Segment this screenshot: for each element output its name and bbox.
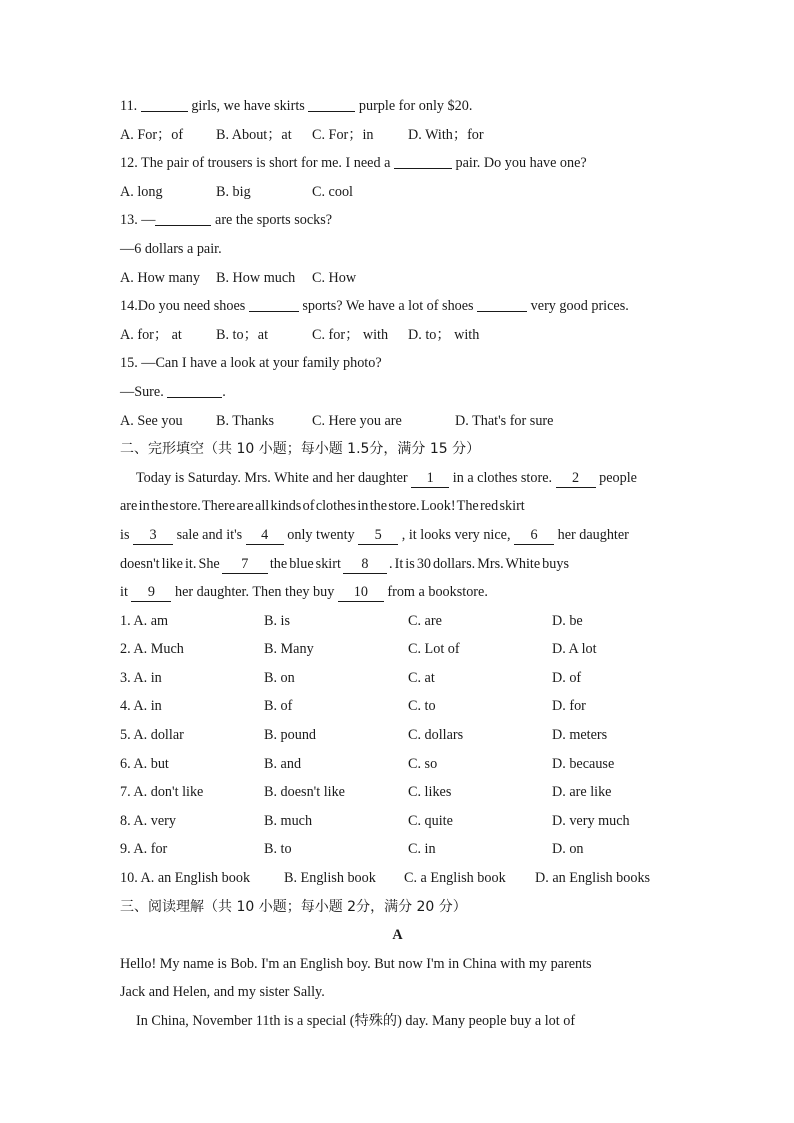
cloze-blank-6[interactable]: 6 [514,527,554,545]
answer-blank[interactable] [155,210,211,226]
option-a[interactable]: 6. A. but [120,755,169,772]
option-b[interactable]: B. and [264,755,302,772]
worksheet-page [120,92,675,1036]
answer-blank[interactable] [249,296,299,312]
choice-row-6 [120,750,675,779]
question-11-options [120,121,675,150]
cloze-text: is [120,526,134,543]
option-c[interactable]: C. a English book [404,870,506,887]
option-a[interactable]: 7. A. don't like [120,784,204,801]
cloze-blank-4[interactable]: 4 [246,527,284,545]
cloze-line-1 [120,464,675,493]
option-c[interactable]: C. in [408,841,436,858]
question-14 [120,292,675,321]
option-b[interactable]: B. to；at [216,326,269,343]
passage-line: Jack and Helen, and my sister Sally. [120,984,325,1001]
cloze-blank-5[interactable]: 5 [358,527,398,545]
question-text: pair. Do you have one? [451,155,587,172]
passage-line: In China, November 11th is a special (特殊的) day. Many people buy a lot of [136,1013,576,1029]
question-15-options [120,407,675,436]
choice-row-8 [120,807,675,836]
cloze-text: doesn't like it. She [120,555,222,572]
choice-row-7 [120,778,675,807]
question-text: girls, we have skirts [187,98,309,114]
option-b[interactable]: B. of [264,698,293,715]
option-a[interactable]: 8. A. very [120,812,176,829]
section-heading: 二、完形填空（共 10 小题；每小题 1.5分，满分 15 分） [120,441,481,458]
question-13 [120,206,675,235]
answer-blank[interactable] [308,96,355,112]
cloze-blank-9[interactable]: 9 [131,584,171,602]
passage-line: Hello! My name is Bob. I'm an English boy. But now I'm in China with my parents [120,955,592,972]
option-d[interactable]: D. That's for sure [455,412,554,429]
question-text: 11. [120,98,141,114]
option-d[interactable]: D. an English books [535,870,651,887]
answer-blank[interactable] [167,382,222,398]
question-text: 12. The pair of trousers is short for me. I need a [120,155,394,172]
question-13-options [120,264,675,293]
cloze-text: it [120,584,132,601]
answer-blank[interactable] [477,296,527,312]
option-a[interactable]: 4. A. in [120,698,162,715]
question-13-answer [120,235,675,264]
choice-row-10 [120,864,675,893]
cloze-blank-3[interactable]: 3 [133,527,173,545]
option-c[interactable]: C. are [408,612,442,629]
option-c[interactable]: C. quite [408,812,453,829]
option-b[interactable]: B. English book [284,870,376,887]
option-d[interactable]: D. to； with [408,326,480,343]
option-b[interactable]: B. big [216,183,251,200]
option-c[interactable]: C. for； with [312,326,389,343]
option-a[interactable]: A. For；of [120,126,184,143]
option-d[interactable]: D. of [552,669,582,686]
option-d[interactable]: D. A lot [552,641,597,658]
option-b[interactable]: B. How much [216,269,296,286]
option-a[interactable]: A. for； at [120,326,182,343]
cloze-text: people [595,469,637,486]
answer-blank[interactable] [394,153,452,169]
cloze-blank-1[interactable]: 1 [411,470,449,488]
option-d[interactable]: D. meters [552,727,608,744]
question-text: 14.Do you need shoes [120,298,249,315]
question-15-answer [120,378,675,407]
question-14-options [120,321,675,350]
question-text: 15. —Can I have a look at your family photo? [120,355,382,372]
cloze-line-5 [120,578,675,607]
option-b[interactable]: B. to [264,841,292,858]
cloze-text: Today is Saturday. Mrs. White and her daughter [136,469,412,486]
cloze-blank-10[interactable]: 10 [338,584,384,602]
choice-row-5 [120,721,675,750]
option-c[interactable]: C. to [408,698,436,715]
option-c[interactable]: C. likes [408,784,452,801]
cloze-text: . It is 30 dollars. Mrs. White buys [386,555,569,572]
punctuation: . [222,383,226,400]
option-b[interactable]: B. pound [264,727,317,744]
option-d[interactable]: D. on [552,841,584,858]
option-c[interactable]: C. dollars [408,727,464,744]
option-a[interactable]: 10. A. an English book [120,870,251,887]
cloze-blank-2[interactable]: 2 [556,470,596,488]
cloze-line-3 [120,521,675,550]
cloze-blank-8[interactable]: 8 [343,556,387,574]
question-text: sports? We have a lot of shoes [298,298,478,315]
cloze-text: her daughter [554,526,629,543]
choice-row-2 [120,635,675,664]
option-d[interactable]: D. because [552,755,615,772]
cloze-text: in a clothes store. [449,469,556,486]
option-d[interactable]: D. very much [552,812,630,829]
option-a[interactable]: 1. A. am [120,612,169,629]
option-b[interactable]: B. doesn't like [264,784,345,801]
option-c[interactable]: C. For；in [312,126,374,143]
option-b[interactable]: B. Thanks [216,412,275,429]
dialogue-reply: —6 dollars a pair. [120,240,222,257]
cloze-line-4 [120,550,675,579]
question-12-options [120,178,675,207]
choice-row-3 [120,664,675,693]
cloze-text: sale and it's [173,526,246,543]
section-heading: 三、阅读理解（共 10 小题；每小题 2分，满分 20 分） [120,898,467,915]
cloze-text: only twenty [283,526,359,543]
cloze-text: her daughter. Then they buy [171,584,338,601]
option-c[interactable]: C. at [408,669,435,686]
option-a[interactable]: A. long [120,183,163,200]
option-a[interactable]: 9. A. for [120,841,168,858]
option-a[interactable]: A. How many [120,269,200,286]
option-a[interactable]: 5. A. dollar [120,727,184,744]
option-c[interactable]: C. so [408,755,438,772]
option-d[interactable]: D. for [552,698,586,715]
cloze-blank-7[interactable]: 7 [222,556,268,574]
option-b[interactable]: B. on [264,669,295,686]
option-a[interactable]: 3. A. in [120,669,162,686]
option-c[interactable]: C. How [312,269,357,286]
option-a[interactable]: A. See you [120,412,183,429]
question-11 [120,92,675,121]
question-text: 13. — [120,212,156,229]
option-c[interactable]: C. Lot of [408,641,460,658]
dialogue-reply: —Sure. [120,383,168,400]
choice-row-1 [120,607,675,636]
option-b[interactable]: B. About；at [216,126,292,143]
choice-row-4 [120,692,675,721]
option-d[interactable]: D. are like [552,784,612,801]
cloze-text: the blue skirt [267,555,343,572]
option-b[interactable]: B. Many [264,641,314,658]
cloze-text: , it looks very nice, [398,526,515,543]
option-b[interactable]: B. is [264,612,291,629]
option-c[interactable]: C. cool [312,183,353,200]
passage-label: A [392,927,403,944]
option-c[interactable]: C. Here you are [312,412,402,429]
cloze-choices [120,607,675,864]
choice-row-9 [120,835,675,864]
question-text: very good prices. [527,298,629,315]
answer-blank[interactable] [141,96,188,112]
cloze-text: from a bookstore. [383,584,488,601]
question-12 [120,149,675,178]
option-b[interactable]: B. much [264,812,313,829]
cloze-line-2: are in the store. There are all kinds of clothes in the store. Look! The red skirt [120,498,525,515]
question-text: are the sports socks? [211,212,333,229]
option-a[interactable]: 2. A. Much [120,641,184,658]
question-15 [120,349,675,378]
question-text: purple for only $20. [355,98,473,114]
option-d[interactable]: D. With；for [408,126,484,143]
option-d[interactable]: D. be [552,612,583,629]
